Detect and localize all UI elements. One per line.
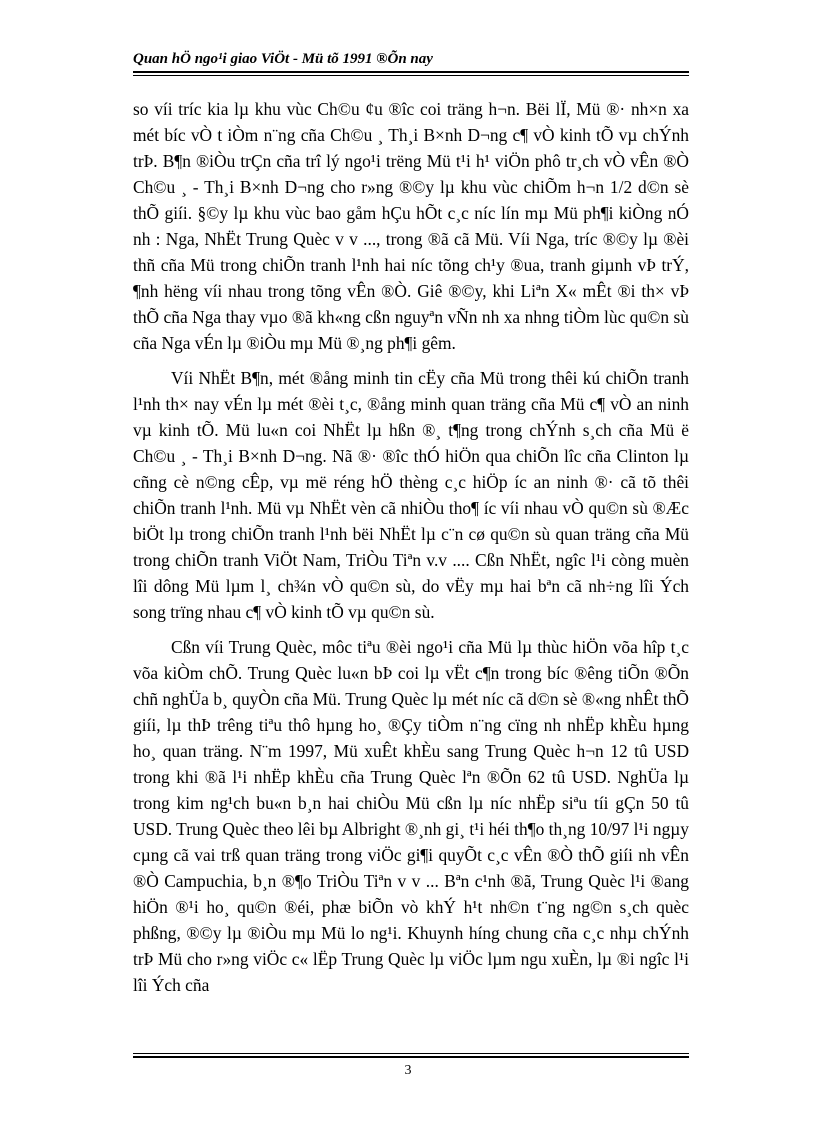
footer-rule-thin (133, 1053, 689, 1054)
running-header: Quan hÖ ngo¹i giao ViÖt - Mü tõ 1991 ®Õn nay (133, 51, 433, 67)
page-number: 3 (404, 1063, 412, 1078)
header-rule-thin (133, 75, 689, 76)
paragraph-1: so víi tríc kia lµ khu vùc Ch©u ¢u ®îc coi träng h¬n. Bëi lÏ, Mü ®· nh×n xa mét bíc vÒ t iÒm n¨ng cña Ch©u ¸ Th¸i B×nh D¬ng c¶ vÒ kinh tÕ vµ chÝnh trÞ. B¶n ®iÒu trÇn cña trî lý ngo¹i trëng Mü t¹i h¹ viÖn phô tr¸ch vÒ vÊn ®Ò Ch©u ¸ - Th¸i B×nh D¬ng cho r»ng ®©y lµ khu vùc chiÕm h¬n 1/2 d©n sè thÕ giíi. §©y lµ khu vùc bao gåm hÇu hÕt c¸c níc lín mµ Mü ph¶i kiÒng nÓ nh : Nga, NhËt Trung Quèc v v ..., trong ®ã cã Mü. Víi Nga, tríc ®©y lµ ®èi thñ cña Mü trong chiÕn tranh l¹nh hai níc tõng ch¹y ®ua, tranh giµnh vÞ trÝ, ¶nh hëng víi nhau trong tõng vÊn ®Ò. Giê ®©y, khi Liªn X« mÊt ®i th× vÞ thÕ cña Nga thay vµo ®ã kh«ng cßn nguyªn vÑn nh xa nhng tiÒm lùc qu©n sù cña Nga vÉn lµ ®iÒu mµ Mü ®¸ng ph¶i gêm. (133, 99, 689, 353)
header-rule-thick (133, 71, 689, 73)
paragraph-2: Víi NhËt B¶n, mét ®ång minh tin cËy cña Mü trong thêi kú chiÕn tranh l¹nh th× nay vÉn lµ mét ®èi t¸c, ®ång minh quan träng cña Mü c¶ vÒ an ninh vµ kinh tÕ. Mü lu«n coi NhËt lµ hßn ®¸ t¶ng trong chÝnh s¸ch cña Mü ë Ch©u ¸ - Th¸i B×nh D¬ng. Nã ®· ®îc thÓ hiÖn qua chiÕn lîc cña Clinton lµ cñng cè n©ng cÊp, vµ më réng hÖ thèng c¸c hiÖp íc an ninh ®· cã tõ thêi chiÕn tranh l¹nh. Mü vµ NhËt vèn cã nhiÒu tho¶ íc víi nhau vÒ qu©n sù ®Æc biÖt lµ trong chiÕn tranh l¹nh bëi NhËt lµ c¨n cø qu©n sù quan träng cña Mü trong chiÕn tranh ViÖt Nam, TriÒu Tiªn v.v .... Cßn NhËt, ngîc l¹i còng muèn lîi dông Mü lµm l¸ ch¾n vÒ qu©n sù, do vËy mµ hai bªn cã nh÷ng lîi Ých song trïng nhau c¶ vÒ kinh tÕ vµ qu©n sù. (133, 368, 689, 622)
footer-rule-thick (133, 1056, 689, 1058)
body-text (133, 96, 689, 998)
paragraph-3: Cßn víi Trung Quèc, môc tiªu ®èi ngo¹i cña Mü lµ thùc hiÖn võa hîp t¸c võa kiÒm chÕ. Trung Quèc lu«n bÞ coi lµ vËt c¶n trong bíc ®êng tiÕn ®Õn chñ nghÜa b¸ quyÒn cña Mü. Trung Quèc lµ mét níc cã d©n sè ®«ng nhÊt thÕ giíi, lµ thÞ trêng tiªu thô hµng ho¸ ®Çy tiÒm n¨ng cïng nh nhËp khÈu hµng ho¸ quan träng. N¨m 1997, Mü xuÊt khÈu sang Trung Quèc h¬n 12 tû USD trong khi ®ã l¹i nhËp khÈu cña Trung Quèc lªn ®Õn 62 tû USD. NghÜa lµ trong kim ng¹ch bu«n b¸n hai chiÒu Mü cßn lµ níc nhËp siªu tíi gÇn 50 tû USD. Trung Quèc theo lêi bµ Albright ®¸nh gi¸ t¹i héi th¶o th¸ng 10/97 l¹i ngµy cµng cã vai trß quan träng trong viÖc gi¶i quyÕt c¸c vÊn ®Ò thÕ giíi nh vÊn ®Ò Campuchia, b¸n ®¶o TriÒu Tiªn v v ... Bªn c¹nh ®ã, Trung Quèc l¹i ®ang hiÖn ®¹i ho¸ qu©n ®éi, phæ biÕn vò khÝ h¹t nh©n t¨ng ng©n s¸ch quèc phßng, ®©y lµ ®iÒu mµ Mü lo ng¹i. Khuynh híng chung cña c¸c nhµ chÝnh trÞ Mü cho r»ng viÖc c« lËp Trung Quèc lµ viÖc lµm ngu xuÈn, lµ ®i ngîc l¹i lîi Ých cña (133, 637, 689, 995)
